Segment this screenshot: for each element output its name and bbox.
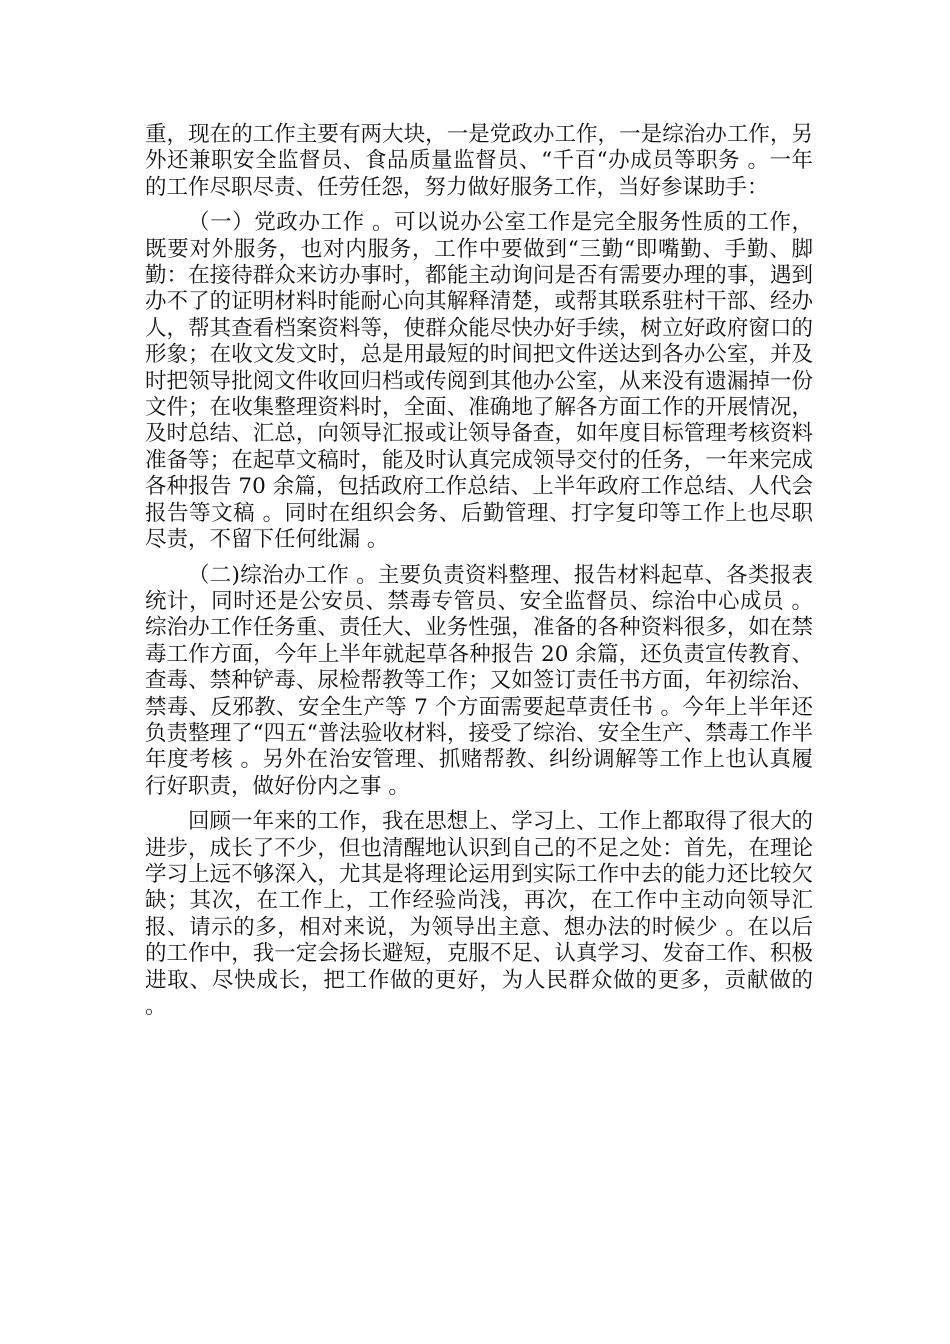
paragraph-intro: 重，现在的工作主要有两大块，一是党政办工作，一是综治办工作，另外还兼职安全监督员、食品质量监督员、“千百“办成员等职务 。一年的工作尽职尽责、任劳任怨，努力做好服务工作，当好参谋助手：: [145, 122, 813, 200]
paragraph-comprehensive-office: （二)综治办工作 。主要负责资料整理、报告材料起草、各类报表统计，同时还是公安员、禁毒专管员、安全监督员、综治中心成员 。综治办工作任务重、责任大、业务性强，准备的各种资料很多，如在禁毒工作方面，今年上半年就起草各种报告 20 余篇，还负责宣传教育、查毒、禁种铲毒、尿检帮教等工作；又如签订责任书方面，年初综治、禁毒、反邪教、安全生产等 7 个方面需要起草责任书 。今年上半年还负责整理了“四五“普法验收材料，接受了综治、安全生产、禁毒工作半年度考核 。另外在治安管理、抓赌帮教、纠纷调解等工作上也认真履行好职责，做好份内之事 。: [145, 562, 813, 799]
paragraph-review: 回顾一年来的工作，我在思想上、学习上、工作上都取得了很大的进步，成长了不少，但也清醒地认识到自己的不足之处：首先，在理论学习上远不够深入，尤其是将理论运用到实际工作中去的能力还比较欠缺；其次，在工作上，工作经验尚浅，再次，在工作中主动向领导汇报、请示的多，相对来说，为领导出主意、想办法的时候少 。在以后的工作中，我一定会扬长避短，克服不足、认真学习、发奋工作、积极进取、尽快成长，把工作做的更好，为人民群众做的更多，贡献做的 。: [145, 809, 813, 1019]
paragraph-party-office: （一）党政办工作 。可以说办公室工作是完全服务性质的工作，既要对外服务，也对内服务，工作中要做到“三勤“即嘴勤、手勤、脚勤：在接待群众来访办事时，都能主动询问是否有需要办理的事，遇到办不了的证明材料时能耐心向其解释清楚，或帮其联系驻村干部、经办人，帮其查看档案资料等，使群众能尽快办好手续，树立好政府窗口的形象；在收文发文时，总是用最短的时间把文件送达到各办公室，并及时把领导批阅文件收回归档或传阅到其他办公室，从来没有遗漏掉一份文件；在收集整理资料时，全面、准确地了解各方面工作的开展情况，及时总结、汇总，向领导汇报或让领导备查，如年度目标管理考核资料准备等；在起草文稿时，能及时认真完成领导交付的任务，一年来完成各种报告 70 余篇，包括政府工作总结、上半年政府工作总结、人代会报告等文稿 。同时在组织会务、后勤管理、打字复印等工作上也尽职尽责，不留下任何纰漏 。: [145, 210, 813, 553]
document-body: [145, 122, 813, 1029]
